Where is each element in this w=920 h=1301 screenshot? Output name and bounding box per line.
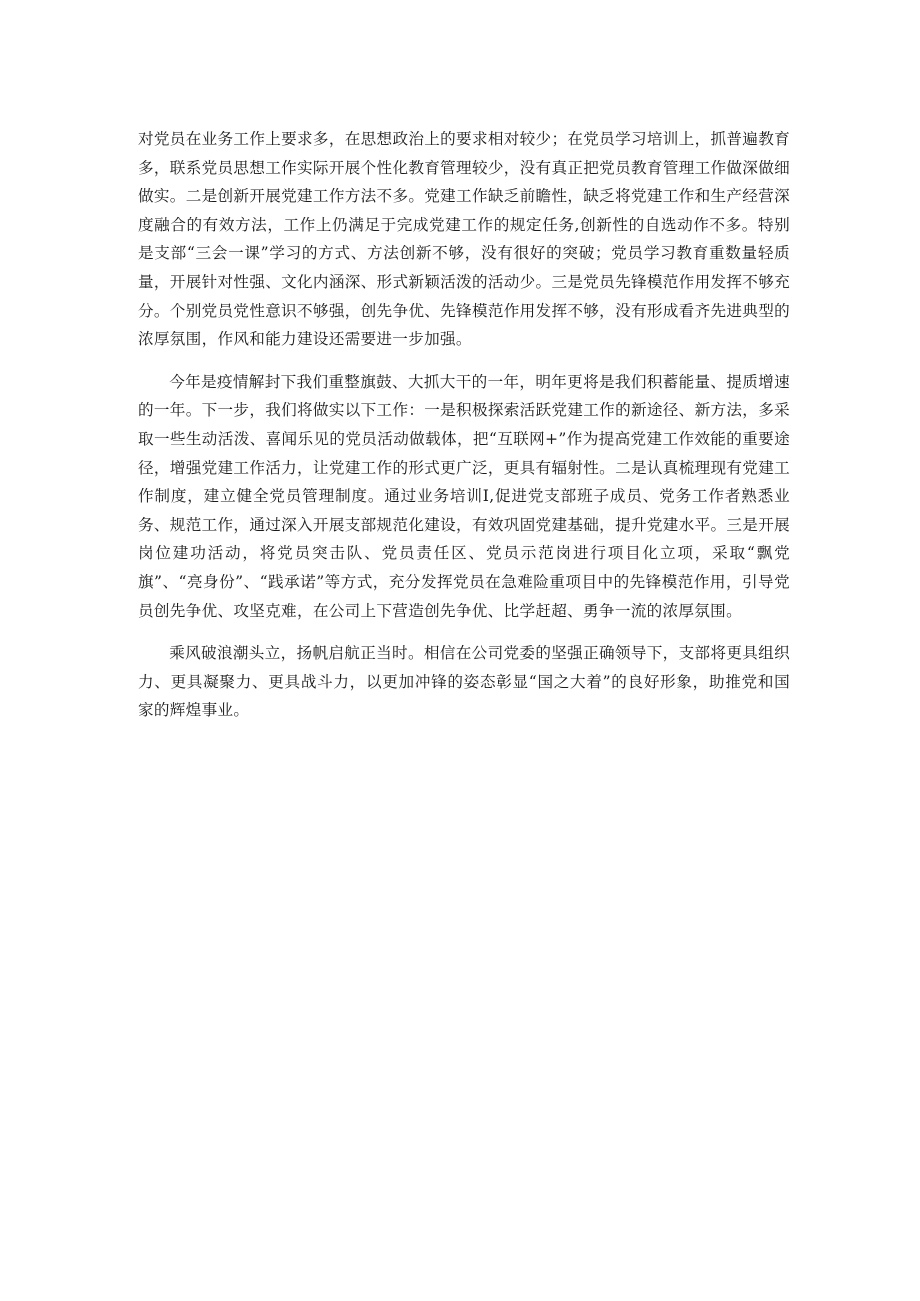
paragraph-1: 对党员在业务工作上要求多，在思想政治上的要求相对较少；在党员学习培训上，抓普遍教育多，联系党员思想工作实际开展个性化教育管理较少，没有真正把党员教育管理工作做深做细做实。二是创新开展党建工作方法不多。党建工作缺乏前瞻性，缺乏将党建工作和生产经营深度融合的有效方法，工作上仍满足于完成党建工作的规定任务,创新性的自选动作不多。特别是支部“三会一课”学习的方式、方法创新不够，没有很好的突破；党员学习教育重数量轻质量，开展针对性强、文化内涵深、形式新颖活泼的活动少。三是党员先锋模范作用发挥不够充分。个别党员党性意识不够强，创先争优、先锋模范作用发挥不够，没有形成看齐先进典型的浓厚氛围，作风和能力建设还需要进一步加强。 — [138, 130, 790, 349]
paragraph-3: 乘风破浪潮头立，扬帆启航正当时。相信在公司党委的坚强正确领导下，支部将更具组织力、更具凝聚力、更具战斗力，以更加冲锋的姿态彰显“国之大着”的良好形象，助推党和国家的辉煌事业。 — [138, 644, 790, 720]
document-body — [138, 125, 790, 739]
paragraph-2: 今年是疫情解封下我们重整旗鼓、大抓大干的一年，明年更将是我们积蓄能量、提质增速的一年。下一步，我们将做实以下工作：一是积极探索活跃党建工作的新途径、新方法，多采取一些生动活泼、喜闻乐见的党员活动做载体，把“互联网+”作为提高党建工作效能的重要途径，增强党建工作活力，让党建工作的形式更广泛，更具有辐射性。二是认真梳理现有党建工作制度，建立健全党员管理制度。通过业务培训I,促进党支部班子成员、党务工作者熟悉业务、规范工作，通过深入开展支部规范化建设，有效巩固党建基础，提升党建水平。三是开展岗位建功活动，将党员突击队、党员责任区、党员示范岗进行项目化立项，采取“飘党旗”、“亮身份”、“践承诺”等方式，充分发挥党员在急难险重项目中的先锋模范作用，引导党员创先争优、攻坚克难，在公司上下营造创先争优、比学赶超、勇争一流的浓厚氛围。 — [138, 372, 790, 620]
